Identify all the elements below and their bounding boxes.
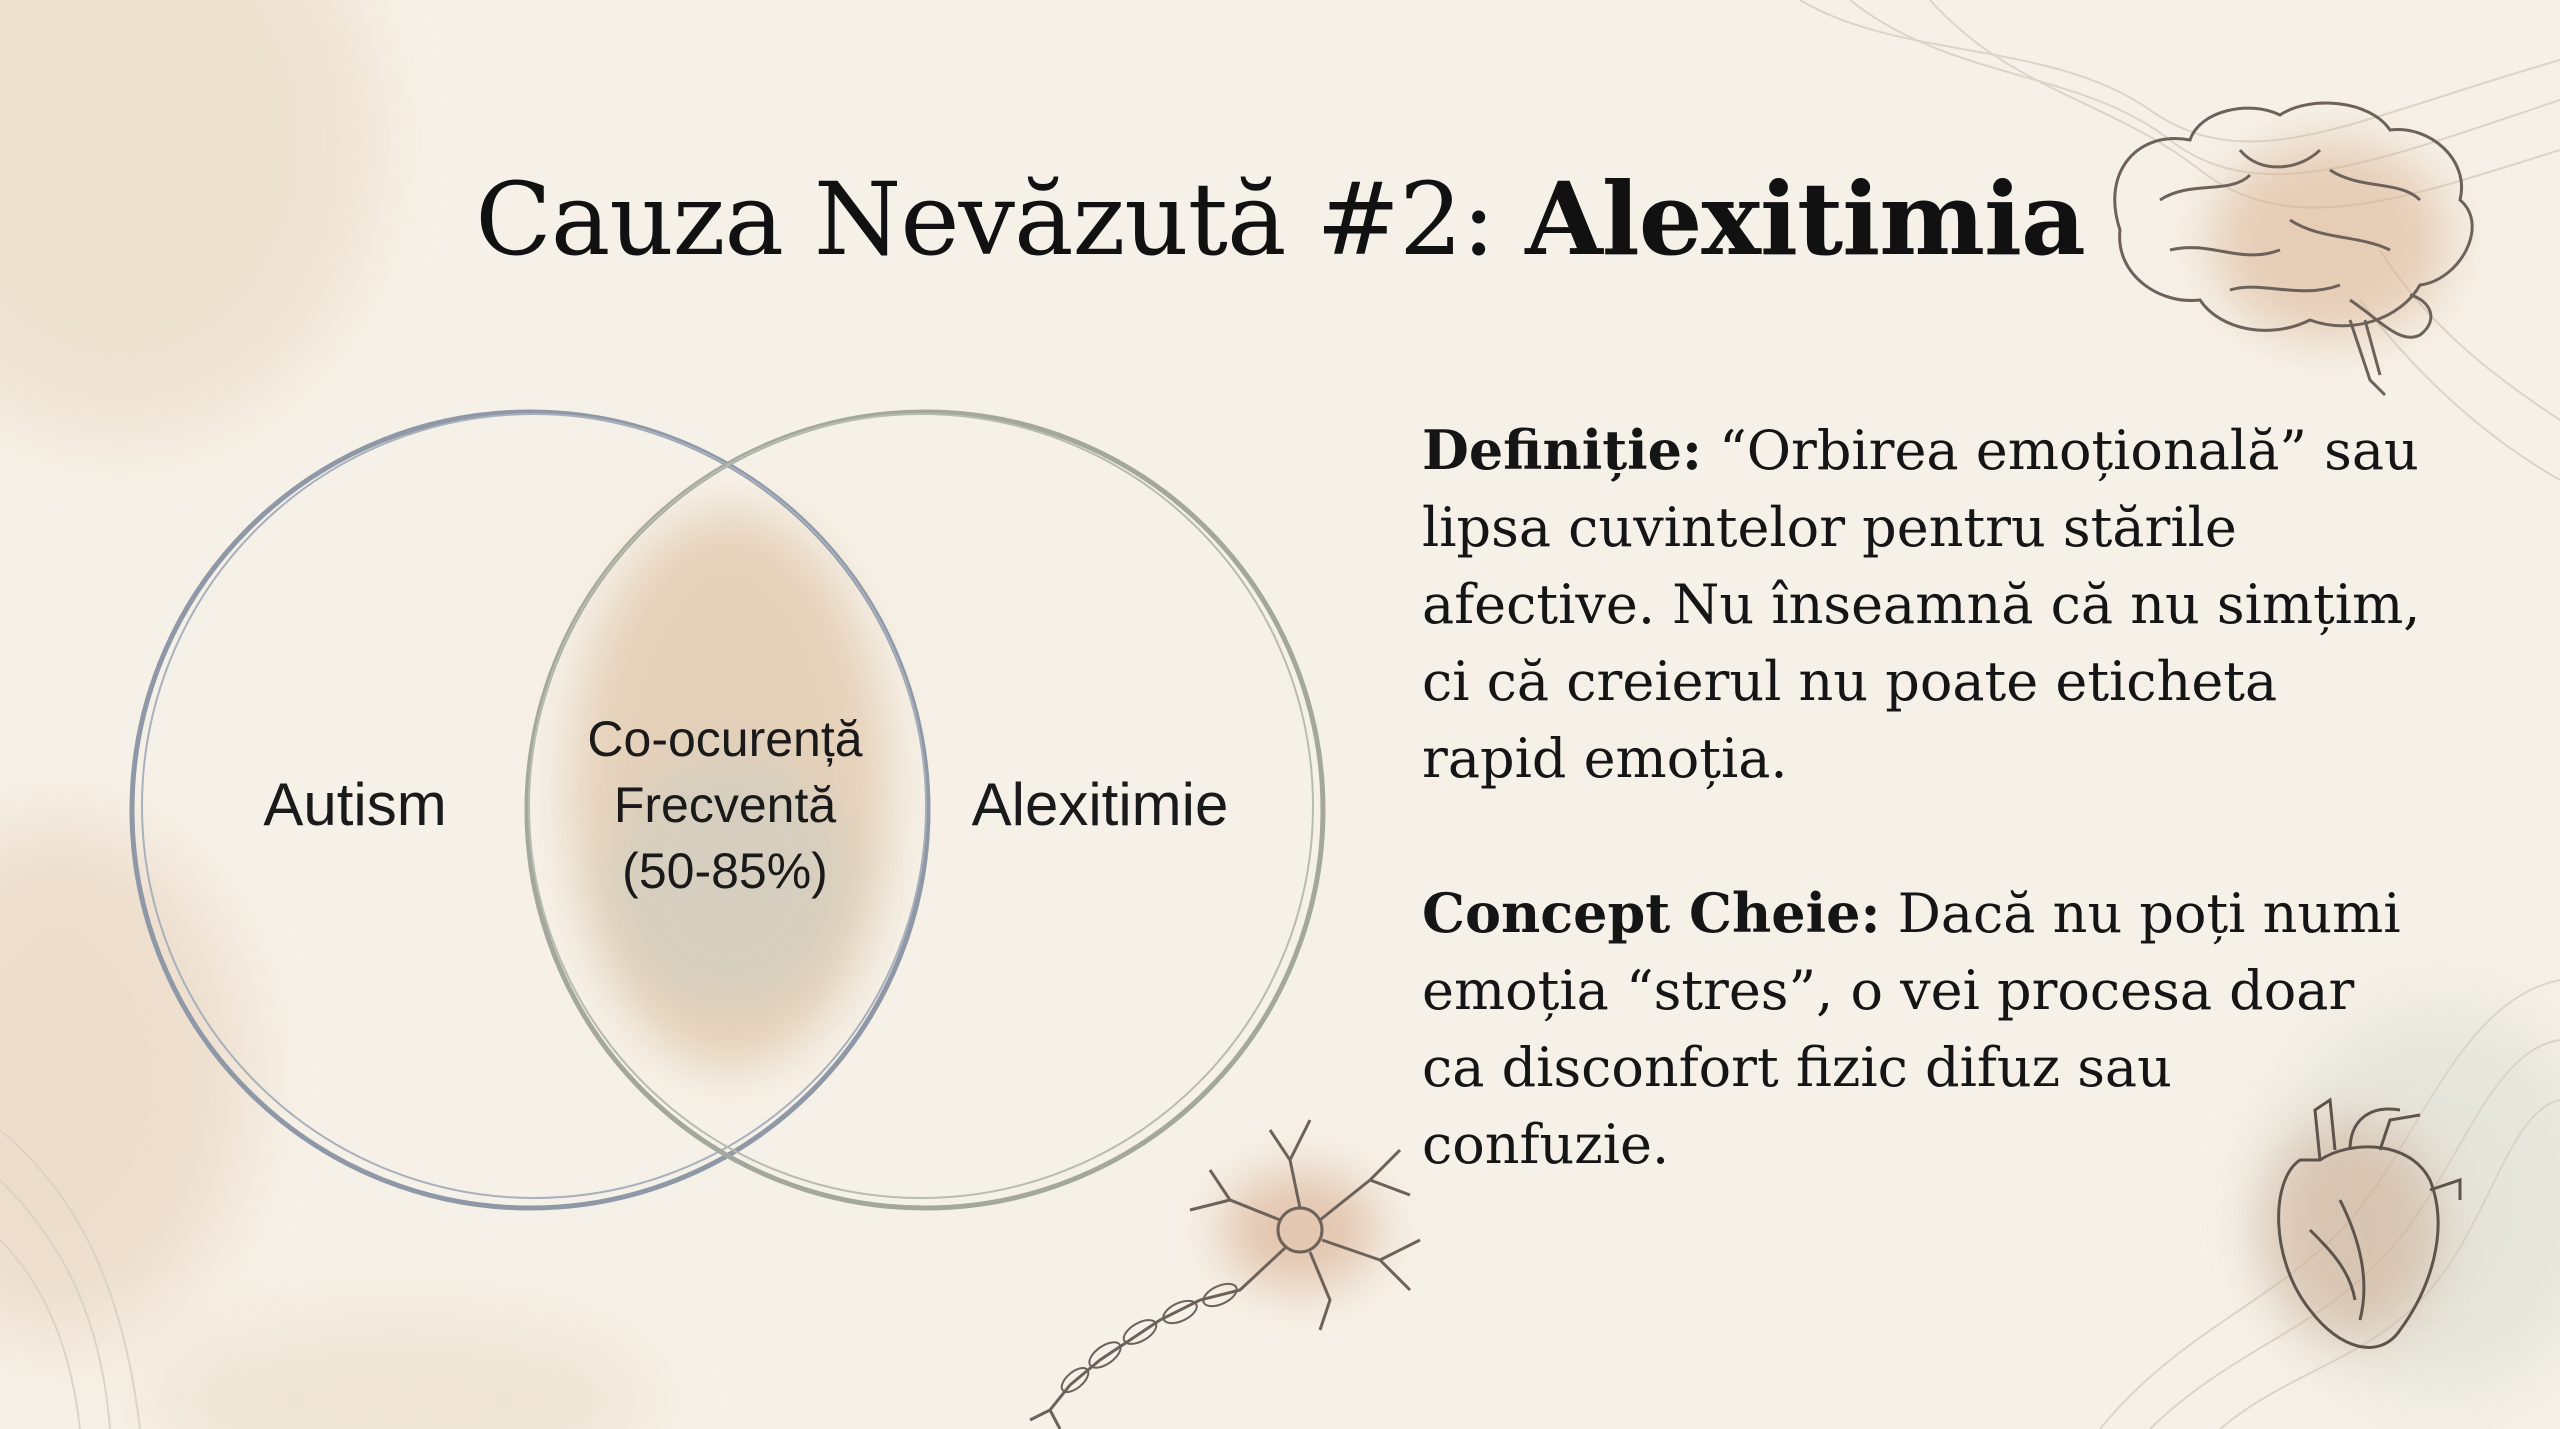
- title-emphasis: Alexitimia: [1525, 160, 2085, 278]
- overlap-line-3: (50-85%): [622, 843, 828, 899]
- venn-label-alexithymia: Alexitimie: [971, 771, 1229, 838]
- overlap-line-2: Frecventă: [613, 777, 837, 833]
- title-prefix: Cauza Nevăzută #2:: [475, 161, 1526, 278]
- overlap-line-1: Co-ocurență: [587, 711, 863, 767]
- definition-text: “Orbirea emoțională” sau lipsa cuvintelor pentru stările afective. Nu înseamnă că nu simțim, ci că creierul nu poate eticheta rapid emoția.: [1422, 419, 2421, 790]
- definition-paragraph: [1422, 412, 2432, 797]
- key-concept-heading: Concept Cheie:: [1422, 881, 1881, 945]
- definition-heading: Definiție:: [1422, 418, 1702, 482]
- venn-label-autism: Autism: [263, 771, 447, 838]
- key-concept-text: Dacă nu poți numi emoția “stres”, o vei procesa doar ca disconfort fizic difuz sau confuzie.: [1422, 882, 2401, 1176]
- key-concept-paragraph: [1422, 875, 2432, 1183]
